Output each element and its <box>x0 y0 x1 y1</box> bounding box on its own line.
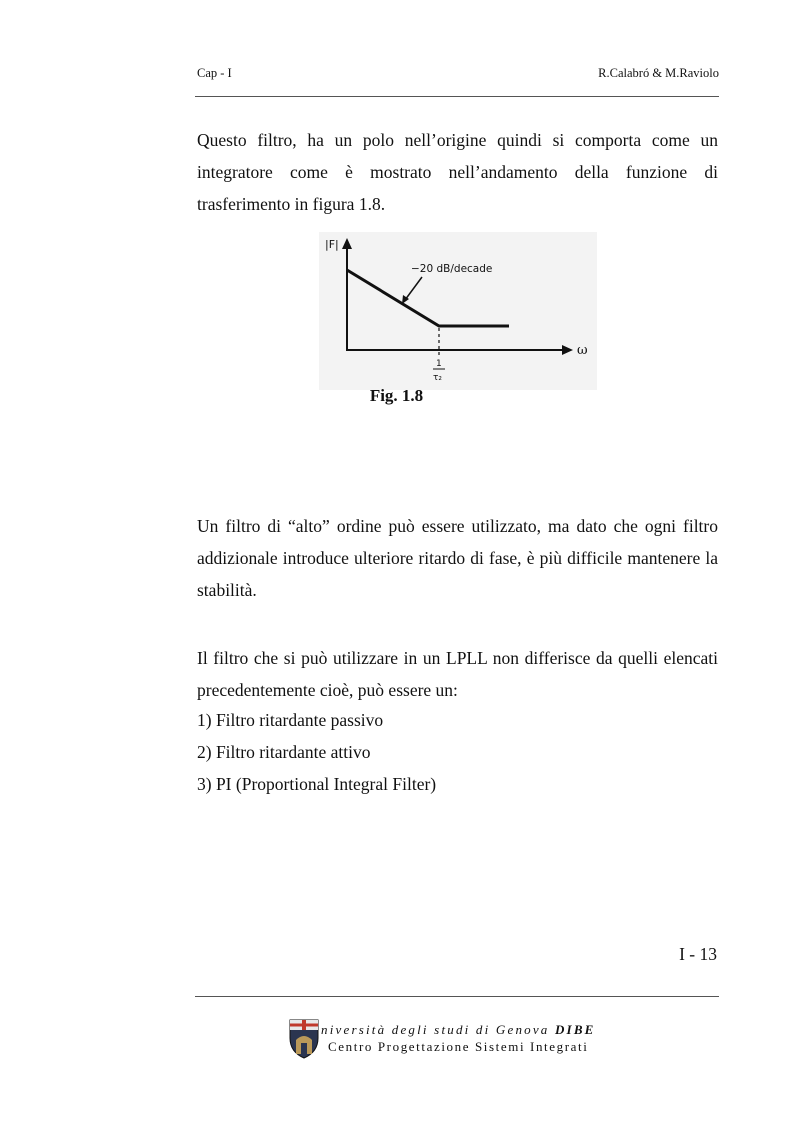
university-logo <box>287 1016 321 1060</box>
y-axis-arrow-icon <box>342 238 352 249</box>
bode-plot <box>319 232 597 390</box>
header-rule <box>195 96 719 97</box>
break-frequency-numerator: 1 <box>436 359 442 369</box>
filter-list <box>197 704 436 800</box>
slope-label: −20 dB/decade <box>411 263 493 275</box>
footer-university <box>321 1022 596 1038</box>
paragraph-intro: Questo filtro, ha un polo nell’origine quindi si comporta come un integratore come è mostrato nell’andamento della funzione di trasferimento in figura 1.8. <box>197 130 718 214</box>
shield-icon <box>287 1016 321 1060</box>
page-number: I - 13 <box>679 944 717 964</box>
x-axis-label: ω <box>577 343 588 358</box>
response-curve <box>347 270 509 326</box>
paragraph-high-order: Un filtro di “alto” ordine può essere utilizzato, ma dato che ogni filtro addizionale introduce ulteriore ritardo di fase, è più difficile mantenere la stabilità. <box>197 516 718 600</box>
list-item: 1) Filtro ritardante passivo <box>197 710 384 730</box>
list-item: 3) PI (Proportional Integral Filter) <box>197 774 437 794</box>
x-axis-arrow-icon <box>562 345 573 355</box>
header-chapter: Cap - I <box>197 66 232 80</box>
footer-department: DIBE <box>554 1022 596 1037</box>
figure-transfer-function <box>319 232 597 390</box>
list-item: 2) Filtro ritardante attivo <box>197 742 371 762</box>
footer-rule <box>195 996 719 997</box>
slope-pointer <box>405 277 422 300</box>
footer-university-name: niversità degli studi di Genova <box>321 1022 555 1037</box>
paragraph-filter-types: Il filtro che si può utilizzare in un LPLL non differisce da quelli elencati precedentemente cioè, può essere un: <box>197 648 718 700</box>
header-authors: R.Calabró & M.Raviolo <box>598 66 719 80</box>
figure-caption: Fig. 1.8 <box>369 386 424 405</box>
footer-centre: Centro Progettazione Sistemi Integrati <box>328 1039 589 1054</box>
break-frequency-denominator: τ₂ <box>433 373 443 383</box>
y-axis-label: |F| <box>325 238 339 251</box>
